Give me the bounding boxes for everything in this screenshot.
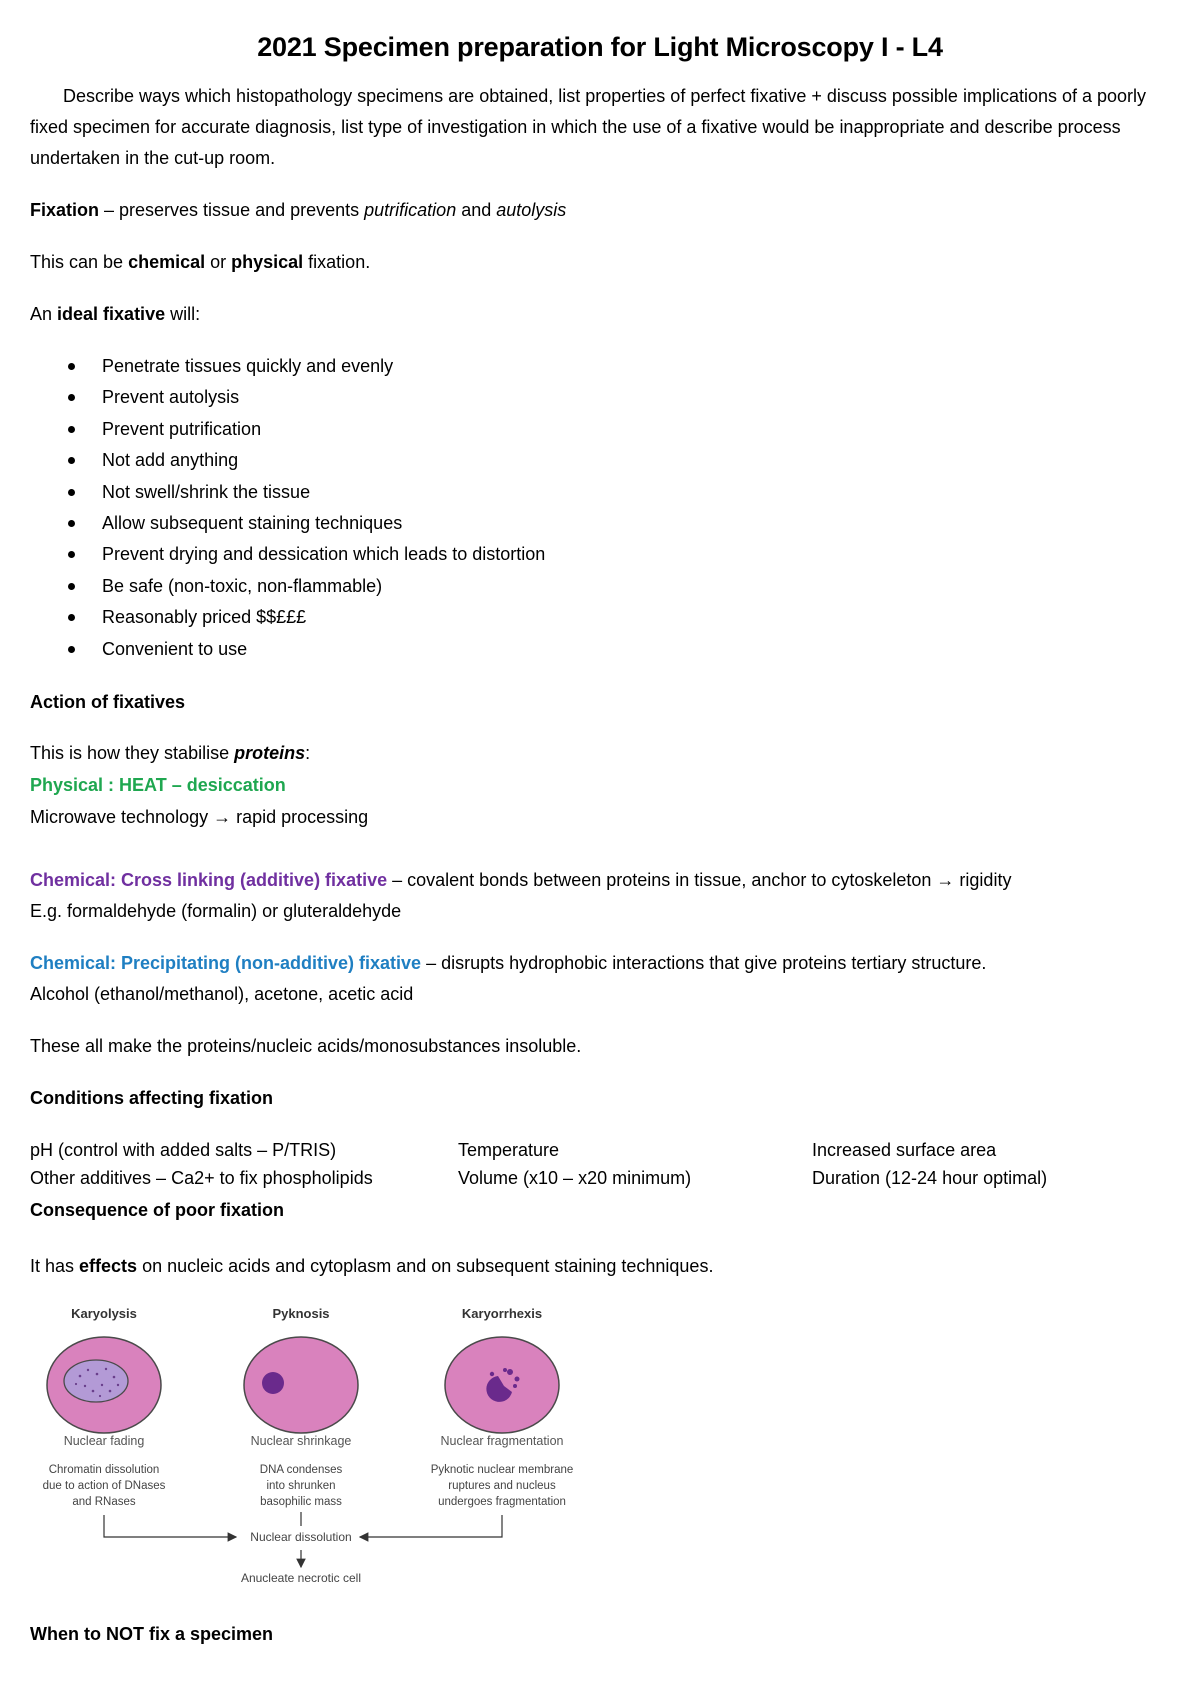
physical-line: Microwave technology → rapid processing [30, 807, 369, 827]
proteins-term: proteins [234, 743, 306, 763]
list-item-text: Be safe (non-toxic, non-flammable) [102, 575, 383, 596]
list-item [30, 602, 545, 633]
karyorrhexis-caption: Nuclear fragmentation [440, 1434, 564, 1448]
list-item [30, 414, 545, 445]
karyorrhexis-desc: ruptures and nucleus [448, 1480, 556, 1492]
bullet-icon [68, 394, 75, 401]
fix-types-or: or [205, 252, 232, 272]
list-item-text: Not swell/shrink the tissue [102, 481, 311, 502]
list-item-text: Prevent putrification [102, 418, 262, 439]
list-item [30, 508, 545, 539]
pyknosis-desc: DNA condenses [259, 1464, 343, 1476]
condensed-nucleus-icon [262, 1372, 284, 1394]
list-item-text: Prevent autolysis [102, 387, 240, 408]
ideal-term: ideal fixative [57, 304, 166, 324]
physical-term: physical [231, 252, 304, 272]
list-item-text: Not add anything [102, 450, 239, 471]
left-connector-arrow [104, 1515, 236, 1537]
stabilise-post: : [305, 743, 311, 763]
karyorrhexis-desc: Pyknotic nuclear membrane [430, 1464, 574, 1476]
bullet-icon [68, 457, 75, 464]
bullet-icon [68, 489, 75, 496]
pyknosis-cell-icon [244, 1337, 358, 1433]
precipitating-example: Alcohol (ethanol/methanol), acetone, acetic acid [30, 984, 414, 1004]
bullet-icon [68, 520, 75, 527]
stabilise-pre: This is how they stabilise [30, 743, 235, 763]
pyknosis-desc: into shrunken [266, 1480, 336, 1492]
precipitating-text: – disrupts hydrophobic interactions that give proteins tertiary structure. [421, 953, 987, 973]
fixation-types-line [30, 246, 370, 278]
fixation-term: Fixation [30, 200, 100, 220]
pyknosis-caption: Nuclear shrinkage [250, 1434, 352, 1448]
list-item [30, 634, 545, 665]
precipitating-line [30, 947, 986, 979]
bullet-icon [68, 583, 75, 590]
list-item-text: Penetrate tissues quickly and evenly [102, 356, 394, 376]
effects-term: effects [79, 1256, 138, 1276]
faded-nucleus-icon [64, 1360, 128, 1402]
condition-item: Other additives – Ca2+ to fix phospholipids [30, 1168, 373, 1188]
karyorrhexis-desc: undergoes fragmentation [438, 1496, 566, 1508]
cross-linking-line [30, 864, 1011, 896]
autolysis-term: autolysis [496, 200, 567, 220]
conditions-col-2 [458, 1136, 691, 1192]
karyolysis-desc: Chromatin dissolution [48, 1464, 160, 1476]
list-item [30, 477, 545, 508]
insoluble-line: These all make the proteins/nucleic acids/monosubstances insoluble. [30, 1036, 582, 1056]
condition-item: Duration (12-24 hour optimal) [812, 1168, 1048, 1188]
karyorrhexis-label: Karyorrhexis [461, 1306, 543, 1321]
list-item-text: Convenient to use [102, 638, 248, 659]
cross-linking-example: E.g. formaldehyde (formalin) or gluteraldehyde [30, 901, 402, 921]
ideal-pre: An [30, 304, 58, 324]
karyolysis-desc: due to action of DNases [42, 1480, 166, 1492]
precipitating-heading: Chemical: Precipitating (non-additive) fixative [30, 953, 422, 973]
effects-pre: It has [30, 1256, 80, 1276]
pyknosis-desc: basophilic mass [260, 1496, 342, 1508]
list-item-text: Reasonably priced $$£££ [102, 607, 307, 628]
stabilise-line [30, 737, 310, 769]
right-connector-arrow [360, 1515, 502, 1537]
bullet-icon [68, 646, 75, 653]
conditions-col-1 [30, 1136, 373, 1192]
condition-item: Volume (x10 – x20 minimum) [458, 1168, 692, 1188]
fix-types-pre: This can be [30, 252, 129, 272]
karyolysis-desc: and RNases [72, 1496, 136, 1508]
conditions-col-3 [812, 1136, 1047, 1192]
fixation-text: – preserves tissue and prevents [99, 200, 365, 220]
nuclear-dissolution-label: Nuclear dissolution [250, 1530, 352, 1544]
list-item [30, 351, 545, 382]
list-item [30, 571, 545, 602]
condition-item: Increased surface area [812, 1140, 997, 1160]
nuclear-changes-diagram [30, 1300, 600, 1600]
cross-linking-text: – covalent bonds between proteins in tissue, anchor to cytoskeleton → rigidity [387, 870, 1012, 890]
list-item [30, 382, 545, 413]
bullet-icon [68, 363, 75, 370]
page-title: 2021 Specimen preparation for Light Microscopy I - L4 [257, 32, 943, 62]
condition-item: Temperature [458, 1140, 560, 1160]
list-item [30, 445, 545, 476]
physical-heading: Physical : HEAT – desiccation [30, 775, 286, 795]
conditions-heading: Conditions affecting fixation [30, 1088, 273, 1108]
chemical-term: chemical [128, 252, 206, 272]
fixation-definition [30, 194, 566, 226]
ideal-fixative-intro [30, 298, 200, 330]
ideal-fixative-list [30, 351, 545, 665]
pyknosis-label: Pyknosis [272, 1306, 330, 1321]
putrification-term: putrification [364, 200, 457, 220]
bullet-icon [68, 551, 75, 558]
effects-line [30, 1250, 713, 1282]
karyolysis-caption: Nuclear fading [63, 1434, 145, 1448]
intro-paragraph: Describe ways which histopathology specimens are obtained, list properties of perfect fixative + discuss possible implications of a poorly fixed specimen for accurate diagnosis, list type of investigation in which the use of a fixative would be inappropriate and describe process undertaken in the cut-up room. [30, 86, 1147, 168]
action-heading: Action of fixatives [30, 692, 186, 712]
list-item [30, 539, 545, 570]
list-item-text: Prevent drying and dessication which leads to distortion [102, 544, 546, 565]
effects-post: on nucleic acids and cytoplasm and on subsequent staining techniques. [137, 1256, 714, 1276]
bullet-icon [68, 614, 75, 621]
ideal-post: will: [165, 304, 201, 324]
list-item-text: Allow subsequent staining techniques [102, 512, 403, 533]
poor-fixation-heading: Consequence of poor fixation [30, 1200, 285, 1220]
necrotic-cell-label: Anucleate necrotic cell [240, 1571, 362, 1585]
when-not-fix-heading: When to NOT fix a specimen [30, 1624, 274, 1644]
nuclear-changes-figure [30, 1300, 600, 1600]
fixation-and: and [456, 200, 497, 220]
fix-types-post: fixation. [303, 252, 371, 272]
cross-linking-heading: Chemical: Cross linking (additive) fixative [30, 870, 388, 890]
bullet-icon [68, 426, 75, 433]
condition-item: pH (control with added salts – P/TRIS) [30, 1140, 337, 1160]
karyolysis-label: Karyolysis [71, 1306, 137, 1321]
